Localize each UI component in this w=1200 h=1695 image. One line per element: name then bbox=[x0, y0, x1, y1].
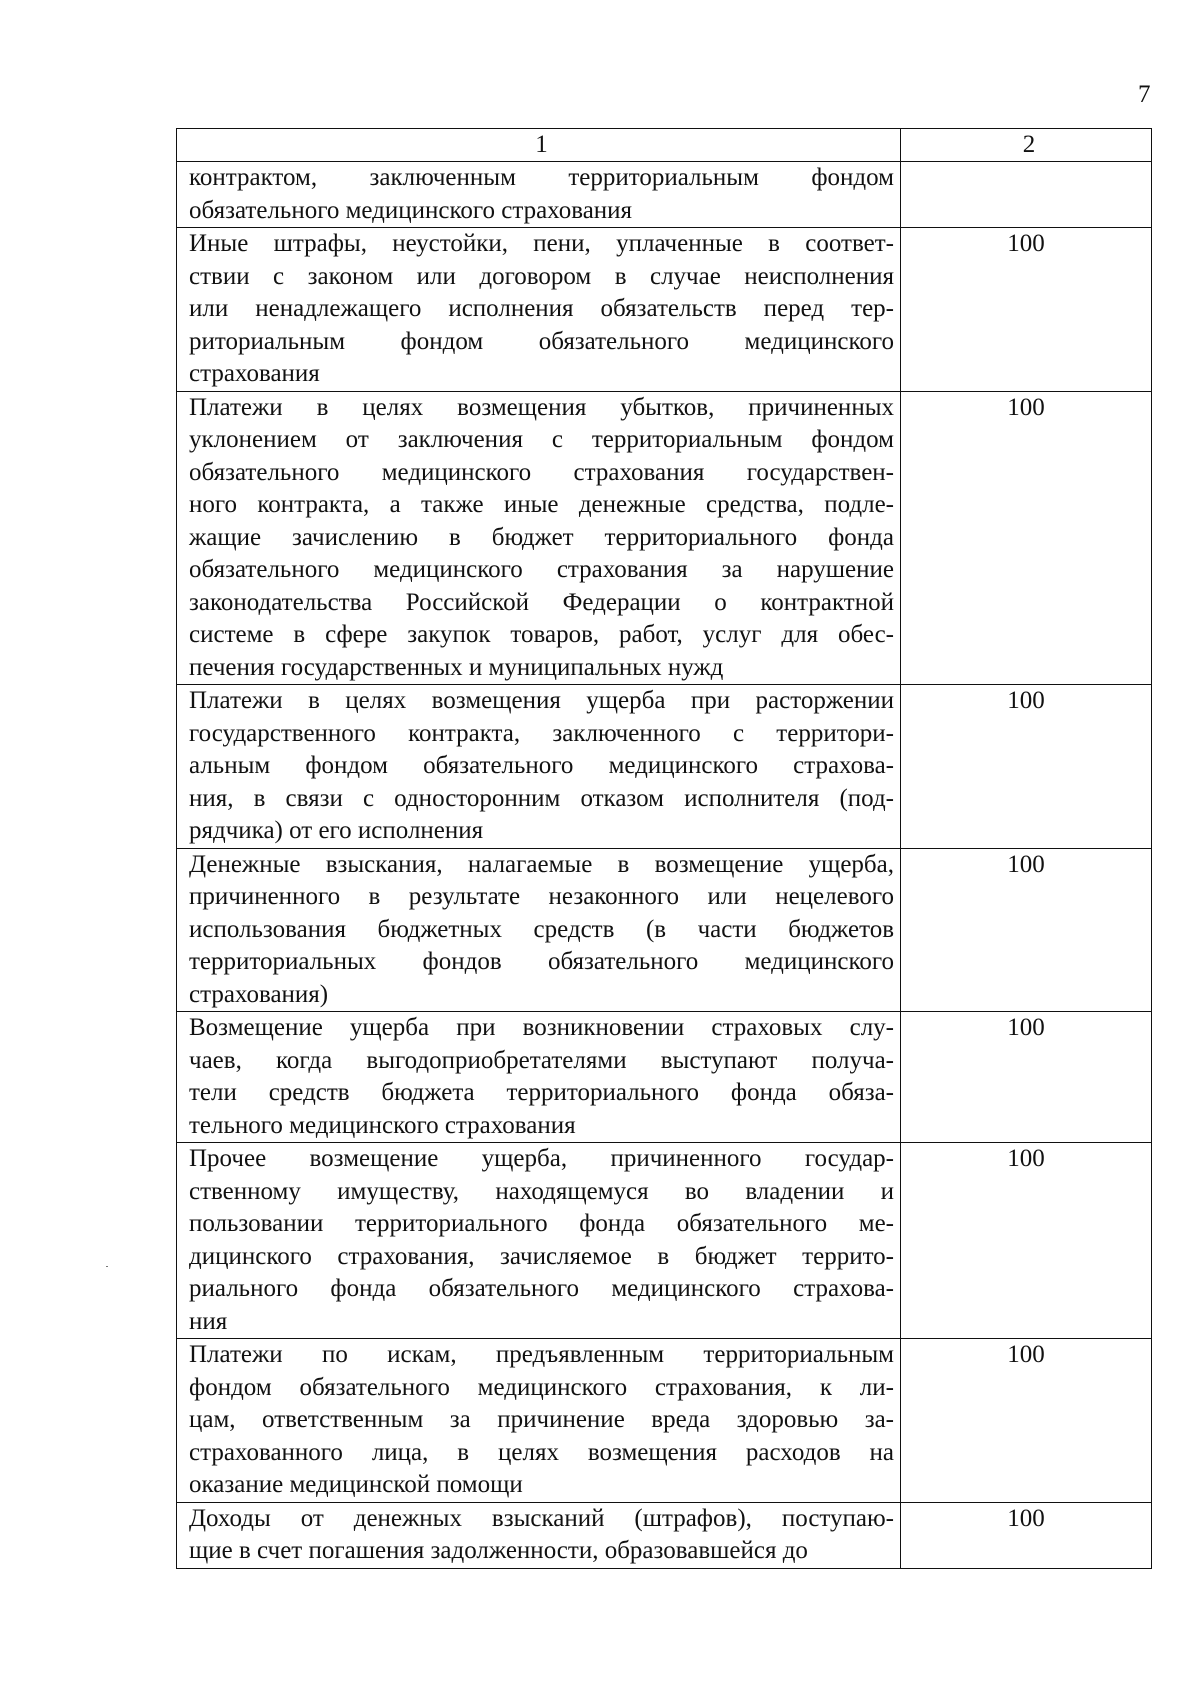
description-line: тельного медицинского страхования bbox=[189, 1111, 576, 1139]
row-value: 100 bbox=[901, 848, 1152, 1012]
table-row bbox=[177, 391, 1152, 685]
column-header-1: 1 bbox=[177, 129, 901, 162]
description-line: обязательного медицинского страхования за нарушение bbox=[189, 556, 894, 583]
description-line: использования бюджетных средств (в части бюджетов bbox=[189, 915, 894, 943]
row-description bbox=[177, 1502, 901, 1568]
description-line: Платежи в целях возмещения убытков, причиненных bbox=[189, 393, 894, 421]
description-line: уклонением от заключения с территориальным фондом bbox=[189, 426, 894, 453]
description-line: контрактом, заключенным территориальным фондом bbox=[189, 164, 894, 191]
row-value: 100 bbox=[901, 1143, 1152, 1339]
description-line: оказание медицинской помощи bbox=[189, 1471, 523, 1498]
description-line: дицинского страхования, зачисляемое в бюджет террито- bbox=[189, 1242, 894, 1270]
description-line: рядчика) от его исполнения bbox=[189, 817, 484, 844]
description-line: Денежные взыскания, налагаемые в возмещение ущерба, bbox=[189, 850, 894, 878]
page-number: 7 bbox=[1138, 81, 1151, 108]
row-value: 100 bbox=[901, 685, 1152, 849]
description-line: или ненадлежащего исполнения обязательств перед тер- bbox=[189, 295, 894, 322]
description-line: ного контракта, а также иные денежные средства, подле- bbox=[189, 491, 894, 518]
description-line: законодательства Российской Федерации о контрактной bbox=[189, 588, 894, 616]
description-line: риального фонда обязательного медицинского страхова- bbox=[189, 1275, 894, 1302]
description-line: Доходы от денежных взысканий (штрафов), поступаю- bbox=[189, 1504, 894, 1532]
row-value: 100 bbox=[901, 1502, 1152, 1568]
table-row bbox=[177, 685, 1152, 849]
row-value: 100 bbox=[901, 1012, 1152, 1143]
row-value bbox=[901, 162, 1152, 228]
description-line: жащие зачислению в бюджет территориального фонда bbox=[189, 523, 894, 551]
description-line: Платежи в целях возмещения ущерба при расторжении bbox=[189, 687, 894, 714]
description-line: пользовании территориального фонда обязательного ме- bbox=[189, 1210, 894, 1237]
description-line: Возмещение ущерба при возникновении страховых слу- bbox=[189, 1014, 894, 1041]
description-line: риториальным фондом обязательного медицинского bbox=[189, 327, 894, 355]
description-line: цам, ответственным за причинение вреда здоровью за- bbox=[189, 1406, 894, 1433]
row-description bbox=[177, 228, 901, 392]
revenue-table bbox=[176, 128, 1152, 1569]
description-line: ния, в связи с односторонним отказом исполнителя (под- bbox=[189, 784, 894, 812]
description-line: государственного контракта, заключенного с территори- bbox=[189, 719, 894, 747]
table-row bbox=[177, 1012, 1152, 1143]
column-header-2: 2 bbox=[901, 129, 1152, 162]
description-line: щие в счет погашения задолженности, образовавшейся до bbox=[189, 1537, 808, 1564]
description-line: системе в сфере закупок товаров, работ, услуг для обес- bbox=[189, 621, 894, 648]
row-value: 100 bbox=[901, 1339, 1152, 1503]
row-description bbox=[177, 1012, 901, 1143]
table-row bbox=[177, 1502, 1152, 1568]
description-line: Иные штрафы, неустойки, пени, уплаченные в соответ- bbox=[189, 230, 894, 257]
row-description bbox=[177, 685, 901, 849]
row-description bbox=[177, 391, 901, 685]
description-line: альным фондом обязательного медицинского страхова- bbox=[189, 752, 894, 779]
row-description bbox=[177, 1143, 901, 1339]
description-line: Прочее возмещение ущерба, причиненного государ- bbox=[189, 1145, 894, 1172]
row-description bbox=[177, 162, 901, 228]
description-line: чаев, когда выгодоприобретателями выступают получа- bbox=[189, 1046, 894, 1074]
description-line: причиненного в результате незаконного или нецелевого bbox=[189, 883, 894, 910]
description-line: ствии с законом или договором в случае неисполнения bbox=[189, 262, 894, 290]
description-line: страхования bbox=[189, 360, 320, 387]
table-row bbox=[177, 848, 1152, 1012]
description-line: Платежи по искам, предъявленным территориальным bbox=[189, 1341, 894, 1368]
table-row bbox=[177, 1143, 1152, 1339]
description-line: ственному имуществу, находящемуся во владении и bbox=[189, 1177, 894, 1205]
description-line: ния bbox=[189, 1307, 228, 1335]
row-value: 100 bbox=[901, 391, 1152, 685]
description-line: печения государственных и муниципальных нужд bbox=[189, 653, 724, 681]
row-description bbox=[177, 1339, 901, 1503]
description-line: обязательного медицинского страхования государствен- bbox=[189, 458, 894, 486]
table-row bbox=[177, 228, 1152, 392]
row-description bbox=[177, 848, 901, 1012]
description-line: территориальных фондов обязательного медицинского bbox=[189, 948, 894, 975]
table-row bbox=[177, 1339, 1152, 1503]
description-line: страхованного лица, в целях возмещения расходов на bbox=[189, 1438, 894, 1466]
row-value: 100 bbox=[901, 228, 1152, 392]
table-body bbox=[177, 162, 1152, 1569]
description-line: страхования) bbox=[189, 980, 329, 1008]
table-header-row bbox=[177, 129, 1152, 162]
description-line: фондом обязательного медицинского страхования, к ли- bbox=[189, 1373, 894, 1401]
margin-speck bbox=[106, 1266, 108, 1267]
description-line: обязательного медицинского страхования bbox=[189, 196, 633, 224]
table-row bbox=[177, 162, 1152, 228]
description-line: тели средств бюджета территориального фонда обяза- bbox=[189, 1079, 894, 1106]
